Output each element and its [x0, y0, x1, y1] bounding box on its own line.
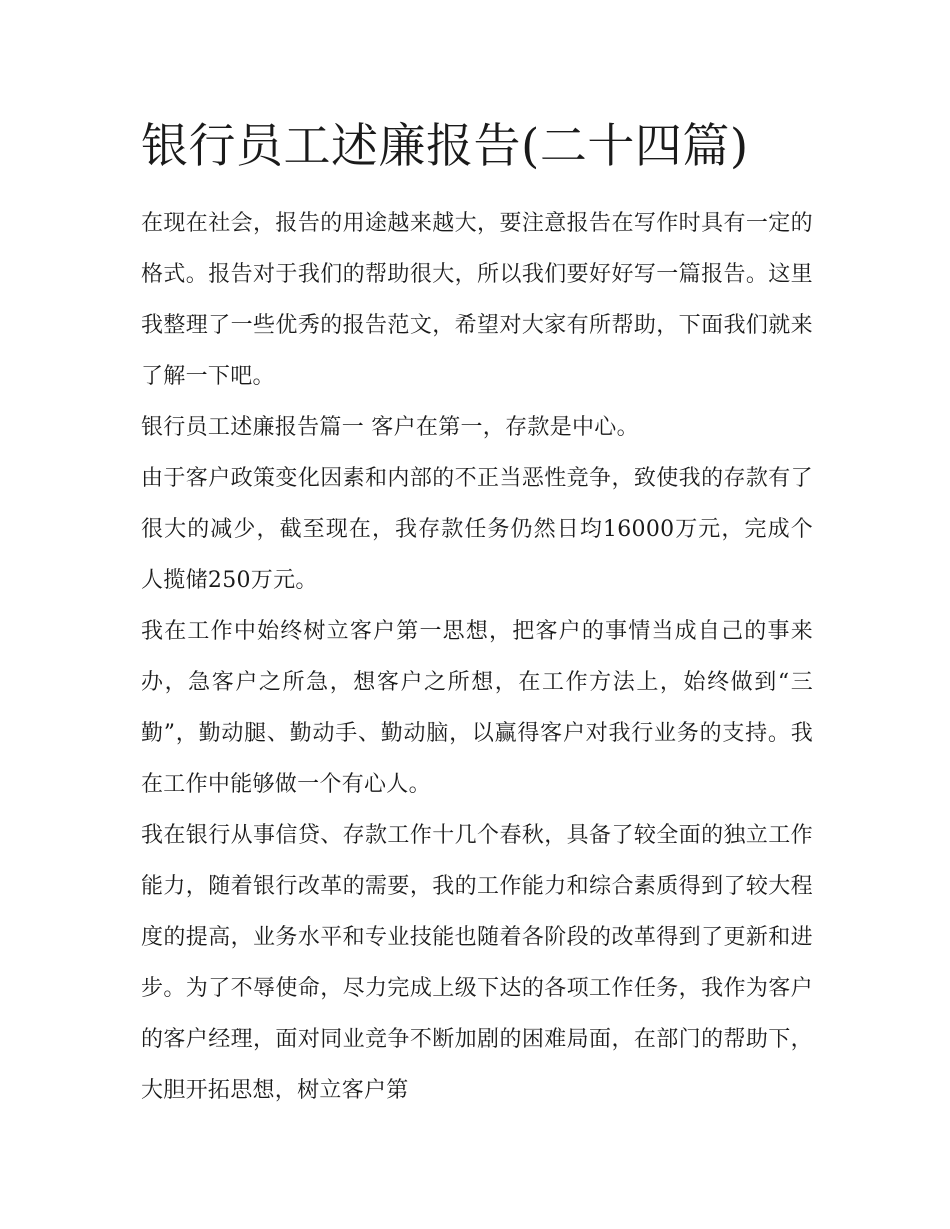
document-title: 银行员工述廉报告(二十四篇) — [141, 119, 749, 174]
paragraph-intro: 在现在社会，报告的用途越来越大，要注意报告在写作时具有一定的格式。报告对于我们的帮助很大，所以我们要好好写一篇报告。这里我整理了一些优秀的报告范文，希望对大家有所帮助，下面我们就来了解一下吧。 — [141, 211, 813, 389]
paragraph-section-heading: 银行员工述廉报告篇一 客户在第一，存款是中心。 — [141, 415, 639, 440]
paragraph-customer-first: 我在工作中始终树立客户第一思想，把客户的事情当成自己的事来办，急客户之所急，想客户之所想，在工作方法上，始终做到“三勤”，勤动腿、勤动手、勤动脑，以赢得客户对我行业务的支持。我在工作中能够做一个有心人。 — [141, 619, 813, 797]
paragraph-experience: 我在银行从事信贷、存款工作十几个春秋，具备了较全面的独立工作能力，随着银行改革的需要，我的工作能力和综合素质得到了较大程度的提高，业务水平和专业技能也随着各阶段的改革得到了更新和进步。为了不辱使命，尽力完成上级下达的各项工作任务，我作为客户的客户经理，面对同业竞争不断加剧的困难局面，在部门的帮助下，大胆开拓思想，树立客户第 — [141, 823, 813, 1103]
paragraph-deposits: 由于客户政策变化因素和内部的不正当恶性竞争，致使我的存款有了很大的减少，截至现在，我存款任务仍然日均16000万元，完成个人揽储250万元。 — [141, 466, 813, 593]
document-body — [141, 118, 813, 1116]
